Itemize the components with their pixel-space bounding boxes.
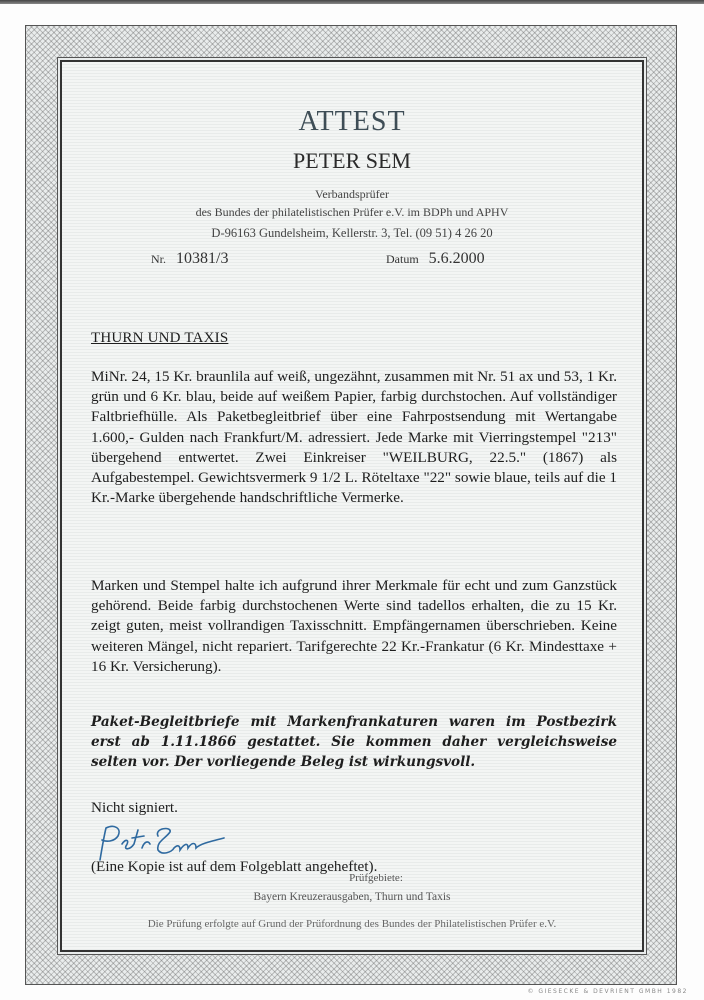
assessment-paragraph: Marken und Stempel halte ich aufgrund ihrer Merkmale für echt und zum Ganzstück gehörend. Beide farbig durchstochenen Werte sind tadellos erhalten, die zu 15 Kr. zeigt guten, meist vollrandigen Taxisschnitt. Empfängernamen überschrieben. Keine weiteren Mängel, nicht repariert. Tarifgerechte 22 Kr.-Frankatur (6 Kr. Mindesttaxe + 16 Kr. Versicherung). [91, 577, 617, 675]
exam-areas-label: Prüfgebiete: [349, 872, 403, 884]
number-value: 10381/3 [176, 250, 229, 267]
copyright-line: © GIESECKE & DEVRIENT GMBH 1982 [527, 988, 688, 995]
certificate-title: ATTEST [298, 106, 406, 137]
certificate-number [151, 250, 228, 268]
association-line: des Bundes der philatelistischen Prüfer e.V. im BDPh und APHV [195, 205, 509, 219]
remark-paragraph: Paket-Begleitbriefe mit Markenfrankaturen waren im Postbezirk erst ab 1.11.1866 gestattet. Sie kommen daher vergleichsweise selten vor. Der vorliegende Beleg ist wirkungsvoll. [91, 714, 617, 771]
scan-top-edge [0, 0, 704, 4]
footer-note: Die Prüfung erfolgte auf Grund der Prüfordnung des Bundes der Philatelistischen Prüfer e.V. [147, 918, 557, 930]
address-line: D-96163 Gundelsheim, Kellerstr. 3, Tel. (09 51) 4 26 20 [211, 226, 493, 240]
examiner-role: Verbandsprüfer [315, 187, 389, 201]
description-paragraph: MiNr. 24, 15 Kr. braunlila auf weiß, ungezähnt, zusammen mit Nr. 51 ax und 53, 1 Kr. grün und 6 Kr. blau, beide auf weißem Papier, farbig durchstochen. Auf vollständiger Faltbriefhülle. Als Paketbegleitbrief über eine Fahrpostsendung mit Wertangabe 1.600,- Gulden nach Frankfurt/M. adressiert. Jede Marke mit Vierringstempel "213" übergehend entwertet. Zwei Einkreiser "WEILBURG, 22.5." (1867) als Aufgabestempel. Gewichtsvermerk 9 1/2 L. Röteltaxe "22" sowie blaue, teils auf die 1 Kr.-Marke übergehende handschriftliche Vermerke. [91, 368, 617, 507]
copy-note: (Eine Kopie ist auf dem Folgeblatt angeheftet). [91, 858, 378, 875]
exam-areas-value: Bayern Kreuzerausgaben, Thurn und Taxis [253, 891, 451, 903]
certificate-date [386, 250, 485, 268]
number-label: Nr. [151, 252, 166, 266]
date-value: 5.6.2000 [428, 250, 485, 267]
section-heading: THURN UND TAXIS [91, 330, 229, 346]
date-label: Datum [386, 252, 419, 266]
signed-status: Nicht signiert. [91, 799, 178, 816]
examiner-name: PETER SEM [293, 148, 411, 173]
